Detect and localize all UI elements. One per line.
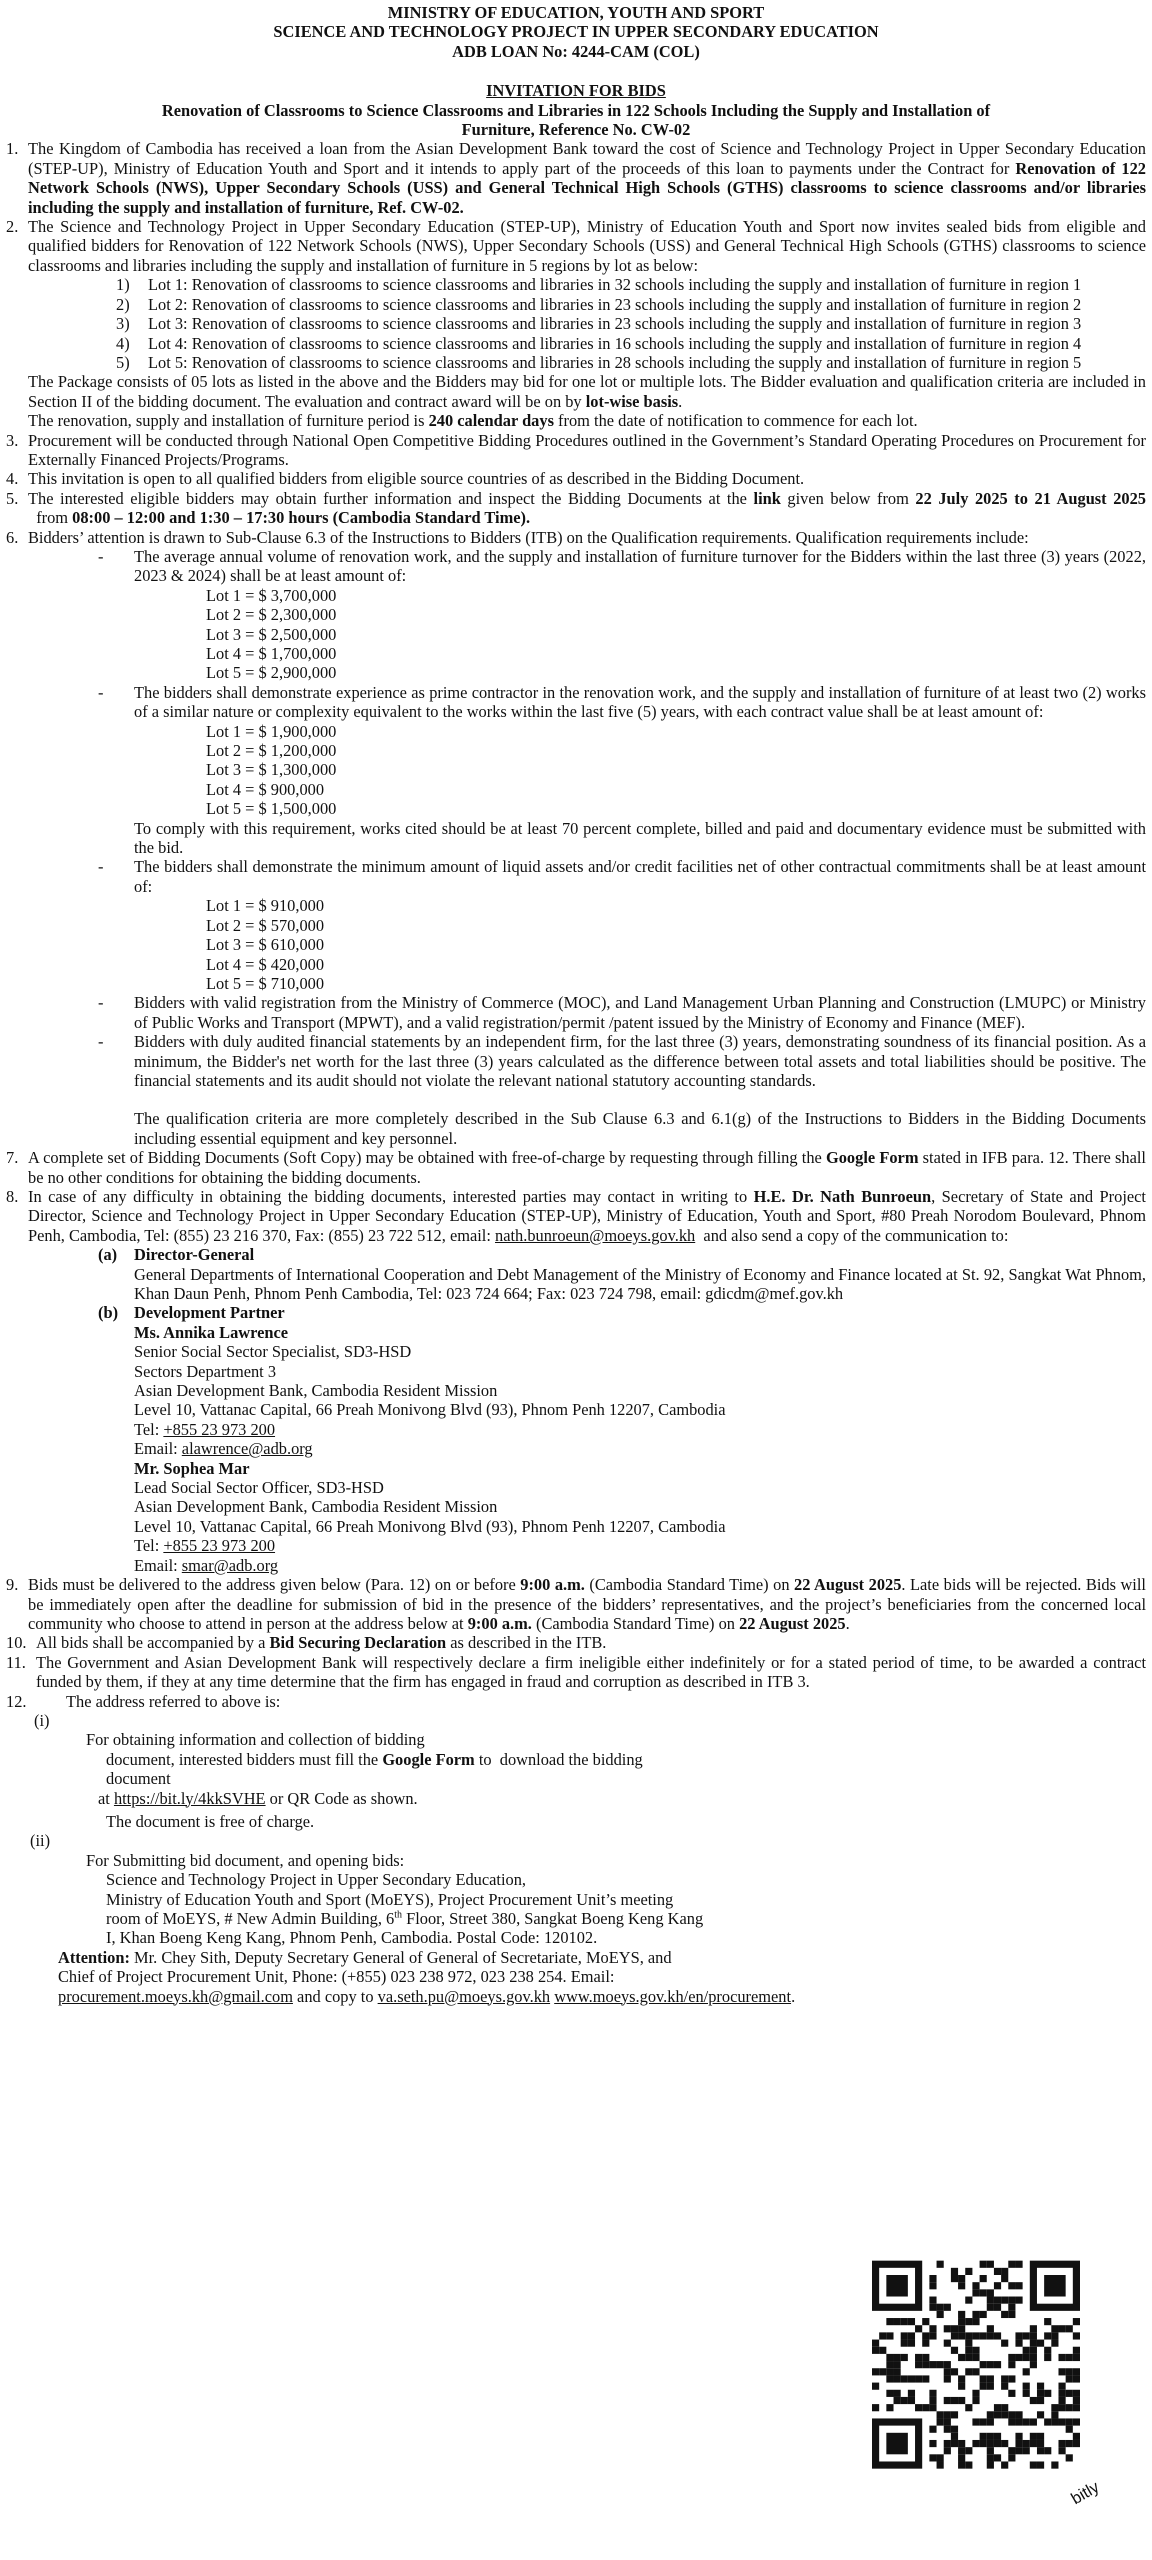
paragraph-number: 12. <box>6 1691 27 1711</box>
paragraph-text: All bids shall be accompanied by a <box>36 1633 270 1653</box>
paragraph-7 <box>6 1148 1146 1187</box>
criterion-registration <box>6 993 1146 1032</box>
paragraph-text: given below from <box>780 488 916 508</box>
paragraph-text: Bids must be delivered to the address given below (Para. 12) on or before <box>28 1575 521 1595</box>
recipient-label: (b) <box>98 1303 119 1323</box>
google-form-link[interactable]: https://bit.ly/4kkSVHE <box>113 1788 266 1808</box>
contact-email-link[interactable]: nath.bunroeun@moeys.gov.kh <box>495 1225 696 1245</box>
paragraph-11 <box>6 1653 1146 1692</box>
period-mark: . <box>678 391 683 411</box>
attention-text: . <box>791 1986 796 2006</box>
contact-tel <box>134 1420 1146 1439</box>
address-text: I, Khan Boeng Keng Kang, Phnom Penh, Cambodia. Postal Code: 120102. <box>106 1928 598 1948</box>
contact-name: H.E. Dr. Nath Bunroeun <box>753 1186 932 1206</box>
subtitle-line-1: Renovation of Classrooms to Science Classrooms and Libraries in 122 Schools Including the Supply and Installation of <box>161 100 991 120</box>
period-days: 240 calendar days <box>428 411 554 431</box>
paragraph-9 <box>6 1575 1146 1633</box>
experience-note: To comply with this requirement, works cited should be at least 70 percent complete, billed and paid and documentary evidence must be submitted with the bid. <box>134 818 1146 858</box>
paragraph-text: The Kingdom of Cambodia has received a loan from the Asian Development Bank toward the cost of Science and Technology Project in Upper Secondary Education (STEP-UP), Ministry of Education Youth and Sport and it intends to apply part of the proceeds of this loan to payments under the Contract for <box>28 139 1146 178</box>
list-text: Lot 5: Renovation of classrooms to science classrooms and libraries in 28 schools including the supply and installation of furniture in region 5 <box>148 352 1082 372</box>
email-link[interactable]: smar@adb.org <box>181 1555 279 1575</box>
turnover-amounts <box>206 586 1146 683</box>
recipient-a <box>6 1245 1146 1303</box>
paragraph-text: (Cambodia Standard Time) on <box>584 1575 795 1595</box>
tel-link[interactable]: +855 23 973 200 <box>163 1536 276 1556</box>
amount-row: Lot 3 = $ 610,000 <box>206 935 325 955</box>
link-suffix: or QR Code as shown. <box>265 1788 418 1808</box>
paragraph-number: 2. <box>6 217 19 237</box>
paragraph-text: stated in IFB para. 12. There shall be no other conditions for obtaining the bidding documents. <box>28 1148 1146 1187</box>
paragraph-3 <box>6 431 1146 470</box>
contact-title: Senior Social Sector Specialist, SD3-HSD <box>134 1342 412 1362</box>
inspection-dates: 22 July 2025 to 21 August 2025 <box>915 488 1146 508</box>
paragraph-text: In case of any difficulty in obtaining the bidding documents, interested parties may contact in writing to <box>28 1186 754 1206</box>
procurement-website-link[interactable]: www.moeys.gov.kh/en/procurement <box>554 1986 792 2006</box>
amount-row: Lot 2 = $ 570,000 <box>206 915 325 935</box>
contact-organization: Asian Development Bank, Cambodia Resident Mission <box>134 1497 498 1517</box>
opening-time: 9:00 a.m. <box>467 1613 532 1633</box>
bitly-logo: bitly <box>1068 2478 1103 2509</box>
paragraph-text: (Cambodia Standard Time) on <box>531 1613 740 1633</box>
criterion-turnover <box>6 547 1146 586</box>
paragraph-1 <box>6 139 1146 217</box>
paragraph-text: The interested eligible bidders may obtain further information and inspect the Bidding Documents at the <box>28 488 754 508</box>
amount-row: Lot 4 = $ 420,000 <box>206 954 325 974</box>
paragraph-number: 8. <box>6 1186 19 1206</box>
lot-list <box>116 275 1146 372</box>
address-item-i-detail <box>106 1750 1146 1789</box>
link-prefix: at <box>98 1788 114 1808</box>
dash-bullet: - <box>98 993 104 1013</box>
contact-name: Ms. Annika Lawrence <box>134 1322 289 1342</box>
contact-address: Level 10, Vattanac Capital, 66 Preah Monivong Blvd (93), Phnom Penh 12207, Cambodia <box>134 1400 726 1420</box>
paragraph-text: , Secretary of State and Project Director, Science and Technology Project in Upper Secondary Education (STEP-UP), Ministry of Education, Youth and Sport, #80 Preah Norodom Boulevard, Phnom Penh, Cambodia, Tel: (855) 23 216 370, Fax: (855) 23 722 512, email: <box>28 1186 1146 1245</box>
contact-address: Level 10, Vattanac Capital, 66 Preah Monivong Blvd (93), Phnom Penh 12207, Cambodia <box>134 1516 726 1536</box>
attention-text: Chief of Project Procurement Unit, Phone: (+855) 023 238 972, 023 238 254. Email: <box>58 1967 615 1987</box>
criterion-text: Bidders with duly audited financial statements by an independent firm, for the last three (3) years, demonstrating soundness of its financial position. As a minimum, the Bidder's net worth for the last three (3) years calculated as the difference between total assets and total liabilities should be positive. The financial statements and its audit should not violate the relevant national statutory accounting standards. <box>134 1032 1146 1090</box>
period-text: The renovation, supply and installation of furniture period is <box>28 411 429 431</box>
package-text: The Package consists of 05 lots as listed in the above and the Bidders may bid for one lot or multiple lots. The Bidder evaluation and qualification criteria are included in Section II of the bidding document. The evaluation and contract award will be on by <box>28 372 1146 411</box>
list-number: 2) <box>116 294 130 314</box>
bid-securing-declaration: Bid Securing Declaration <box>269 1633 447 1653</box>
paragraph-text: from <box>28 508 73 528</box>
deadline-time: 9:00 a.m. <box>520 1575 585 1595</box>
list-item <box>116 295 1146 314</box>
list-number: 4) <box>116 333 130 353</box>
paragraph-text: . <box>845 1613 850 1633</box>
opening-date: 22 August 2025 <box>739 1613 846 1633</box>
google-form-link-line <box>98 1789 1146 1808</box>
paragraph-8 <box>6 1187 1146 1245</box>
ministry-name: MINISTRY OF EDUCATION, YOUTH AND SPORT <box>387 3 765 22</box>
address-label: (i) <box>34 1710 50 1730</box>
liquid-assets-amounts <box>206 896 1146 993</box>
attention-text: Mr. Chey Sith, Deputy Secretary General of General of Secretariate, MoEYS, and <box>129 1947 672 1967</box>
contact-tel <box>134 1536 1146 1555</box>
address-text: Ministry of Education Youth and Sport (MoEYS), Project Procurement Unit’s meeting <box>106 1889 674 1909</box>
criterion-text: Bidders with valid registration from the Ministry of Commerce (MOC), and Land Management Urban Planning and Construction (LMUPC) or Ministry of Public Works and Transport (MPWT), and a valid registration/permit /patent issued by the Ministry of Economy and Finance (MEF). <box>134 993 1146 1032</box>
amount-row: Lot 4 = $ 900,000 <box>206 779 325 799</box>
subtitle-line-2: Furniture, Reference No. CW-02 <box>461 120 691 140</box>
amount-row: Lot 2 = $ 1,200,000 <box>206 741 337 761</box>
list-text: Lot 3: Renovation of classrooms to science classrooms and libraries in 23 schools including the supply and installation of furniture in region 3 <box>148 314 1082 334</box>
dash-bullet: - <box>98 682 104 702</box>
recipient-b <box>6 1303 1146 1575</box>
list-item <box>116 275 1146 294</box>
paragraph-text: as described in the ITB. <box>446 1633 607 1653</box>
amount-row: Lot 2 = $ 2,300,000 <box>206 605 337 625</box>
recipient-heading: Development Partner <box>134 1303 285 1323</box>
amount-row: Lot 4 = $ 1,700,000 <box>206 644 337 663</box>
paragraph-number: 7. <box>6 1148 19 1168</box>
deadline-date: 22 August 2025 <box>794 1575 902 1595</box>
paragraph-number: 10. <box>6 1633 27 1653</box>
package-note <box>28 372 1146 411</box>
paragraph-4 <box>6 469 1146 488</box>
email-link[interactable]: alawrence@adb.org <box>181 1439 313 1459</box>
address-text: For Submitting bid document, and opening bids: <box>86 1850 405 1870</box>
lot-wise-basis: lot-wise basis <box>585 391 679 411</box>
paragraph-5 <box>6 489 1146 528</box>
paragraph-number: 4. <box>6 469 19 489</box>
address-text <box>106 1909 1146 1928</box>
paragraph-text: Bidders’ attention is drawn to Sub-Clause 6.3 of the Instructions to Bidders (ITB) on the Qualification requirements. Qualification requirements include: <box>28 527 1029 547</box>
paragraph-number: 1. <box>6 139 19 159</box>
paragraph-6 <box>6 528 1146 547</box>
period-text-end: from the date of notification to commence for each lot. <box>553 411 918 431</box>
criterion-financial-statements <box>6 1032 1146 1090</box>
page-title: INVITATION FOR BIDS <box>486 81 666 101</box>
paragraph-number: 3. <box>6 430 19 450</box>
tel-label: Tel: <box>134 1419 164 1439</box>
list-item <box>116 314 1146 333</box>
address-text: to download the bidding <box>474 1749 643 1769</box>
criterion-liquid-assets <box>6 857 1146 896</box>
list-text: Lot 4: Renovation of classrooms to science classrooms and libraries in 16 schools including the supply and installation of furniture in region 4 <box>148 333 1082 353</box>
list-number: 1) <box>116 275 130 295</box>
paragraph-number: 5. <box>6 488 19 508</box>
list-item <box>116 353 1146 372</box>
paragraph-text: This invitation is open to all qualified bidders from eligible source countries of as described in the Bidding Document. <box>28 469 805 489</box>
contact-email <box>134 1556 1146 1575</box>
contract-name: Renovation of 122 Network Schools (NWS), Upper Secondary Schools (USS) and General Technical High Schools (GTHS) classrooms to science classrooms and/or libraries including the supply and installation of furniture, Ref. CW-02. <box>28 158 1147 217</box>
dash-bullet: - <box>98 546 104 566</box>
copy-email-link[interactable]: va.seth.pu@moeys.gov.kh <box>377 1986 551 2006</box>
tel-link[interactable]: +855 23 973 200 <box>163 1419 276 1439</box>
submission-address <box>106 1870 1146 1948</box>
paragraph-text: Procurement will be conducted through National Open Competitive Bidding Procedures outlined in the Government’s Standard Operating Procedures on Procurement for Externally Financed Projects/Programs. <box>28 430 1146 469</box>
ordinal-suffix: th <box>394 1909 402 1921</box>
email-label: Email: <box>134 1439 182 1459</box>
paragraph-12 <box>6 1692 1146 1711</box>
address-item-ii <box>6 1831 1146 1870</box>
address-text: Science and Technology Project in Upper Secondary Education, <box>106 1870 527 1890</box>
tel-label: Tel: <box>134 1536 164 1556</box>
paragraph-text: and also send a copy of the communication to: <box>695 1225 1009 1245</box>
amount-row: Lot 5 = $ 1,500,000 <box>206 799 337 819</box>
address-text: Floor, Street 380, Sangkat Boeng Keng Kang <box>402 1909 704 1928</box>
amount-row: Lot 1 = $ 910,000 <box>206 896 325 916</box>
attention-label: Attention: <box>58 1947 130 1967</box>
list-text: Lot 1: Renovation of classrooms to science classrooms and libraries in 32 schools including the supply and installation of furniture in region 1 <box>148 275 1082 295</box>
recipient-label: (a) <box>98 1245 118 1265</box>
qr-code-image[interactable] <box>872 2260 1080 2498</box>
paragraph-text: The Government and Asian Development Bank will respectively declare a firm ineligible either indefinitely or for a stated period of time, to be awarded a contract funded by them, if they at any time determine that the firm has engaged in fraud and corruption as described in ITB 3. <box>36 1652 1146 1692</box>
free-of-charge-note: The document is free of charge. <box>106 1811 315 1831</box>
qualification-closing: The qualification criteria are more completely described in the Sub Clause 6.3 and 6.1(g) of the Instructions to Bidders in the Bidding Documents including essential equipment and key personnel. <box>134 1109 1146 1148</box>
criterion-text: The bidders shall demonstrate experience as prime contractor in the renovation work, and the supply and installation of furniture of at least two (2) works of a similar nature or complexity equivalent to the works within the last five (5) years, with each contract value shall be at least amount of: <box>134 682 1146 722</box>
google-form-label: Google Form <box>825 1148 919 1168</box>
paragraph-text: A complete set of Bidding Documents (Soft Copy) may be obtained with free-of-charge by requesting through filling the <box>28 1148 826 1168</box>
address-text: document, interested bidders must fill the <box>106 1749 383 1769</box>
amount-row: Lot 3 = $ 2,500,000 <box>206 624 337 644</box>
dash-bullet: - <box>98 1032 104 1052</box>
address-text: room of MoEYS, # New Admin Building, 6 <box>106 1909 395 1928</box>
recipient-heading: Director-General <box>134 1245 255 1265</box>
loan-number: ADB LOAN No: 4244-CAM (COL) <box>452 41 700 61</box>
email-label: Email: <box>134 1555 182 1575</box>
link-word: link <box>753 488 781 508</box>
dash-bullet: - <box>98 857 104 877</box>
amount-row: Lot 1 = $ 3,700,000 <box>206 585 337 605</box>
list-text: Lot 2: Renovation of classrooms to science classrooms and libraries in 23 schools including the supply and installation of furniture in region 2 <box>148 294 1082 314</box>
amount-row: Lot 3 = $ 1,300,000 <box>206 760 337 780</box>
attention-block <box>58 1948 1146 2006</box>
list-number: 3) <box>116 314 130 334</box>
criterion-text: The bidders shall demonstrate the minimum amount of liquid assets and/or credit facilities net of other contractual commitments shall be at least amount of: <box>134 857 1146 896</box>
criterion-text: The average annual volume of renovation work, and the supply and installation of furniture turnover for the Bidders within the last three (3) years (2022, 2023 & 2024) shall be at least amount of: <box>134 546 1146 586</box>
address-text: For obtaining information and collection of bidding <box>86 1730 425 1750</box>
procurement-email-link[interactable]: procurement.moeys.kh@gmail.com <box>58 1986 293 2006</box>
google-form-label: Google Form <box>382 1749 475 1769</box>
amount-row: Lot 5 = $ 710,000 <box>206 973 325 993</box>
amount-row: Lot 1 = $ 1,900,000 <box>206 721 337 741</box>
attention-text: and copy to <box>292 1986 378 2006</box>
project-name: SCIENCE AND TECHNOLOGY PROJECT IN UPPER SECONDARY EDUCATION <box>273 22 879 42</box>
inspection-hours: 08:00 – 12:00 and 1:30 – 17:30 hours (Cambodia Standard Time). <box>72 508 531 528</box>
contact-title: Lead Social Sector Officer, SD3-HSD <box>134 1478 384 1498</box>
contact-department: Sectors Department 3 <box>134 1361 277 1381</box>
contact-organization: Asian Development Bank, Cambodia Resident Mission <box>134 1381 498 1401</box>
period-note <box>28 411 1146 430</box>
amount-row: Lot 5 = $ 2,900,000 <box>206 663 337 683</box>
list-item <box>116 334 1146 353</box>
paragraph-text: The address referred to above is: <box>66 1691 281 1711</box>
paragraph-number: 9. <box>6 1575 19 1595</box>
contact-name: Mr. Sophea Mar <box>134 1458 250 1478</box>
address-label: (ii) <box>30 1831 51 1851</box>
experience-amounts <box>206 722 1146 819</box>
recipient-text: General Departments of International Cooperation and Debt Management of the Ministry of Economy and Finance located at St. 92, Sangkat Wat Phnom, Khan Daun Penh, Phnom Penh Cambodia, Tel: 023 724 664; Fax: 023 724 798, email: gdicdm@mef.gov.kh <box>134 1264 1146 1303</box>
paragraph-number: 6. <box>6 527 19 547</box>
criterion-experience <box>6 683 1146 722</box>
address-text: document <box>106 1769 171 1789</box>
list-number: 5) <box>116 352 130 372</box>
address-item-i <box>6 1711 1146 1750</box>
paragraph-text: . Late bids will be rejected. Bids will be immediately open after the deadline for submission of bid in the presence of the bidders’ representatives, and the project’s beneficiaries from the concerned local community who choose to attend in person at the address below at <box>28 1575 1146 1633</box>
paragraph-number: 11. <box>6 1652 26 1672</box>
contact-email <box>134 1439 1146 1458</box>
paragraph-10 <box>6 1633 1146 1652</box>
paragraph-2 <box>6 217 1146 275</box>
paragraph-text: The Science and Technology Project in Upper Secondary Education (STEP-UP), Ministry of Education Youth and Sport now invites sealed bids from eligible and qualified bidders for Renovation of 122 Network Schools (NWS), Upper Secondary Schools (USS) and General Technical High Schools (GTHS) classrooms to science classrooms and libraries including the supply and installation of furniture in 5 regions by lot as below: <box>28 217 1146 275</box>
